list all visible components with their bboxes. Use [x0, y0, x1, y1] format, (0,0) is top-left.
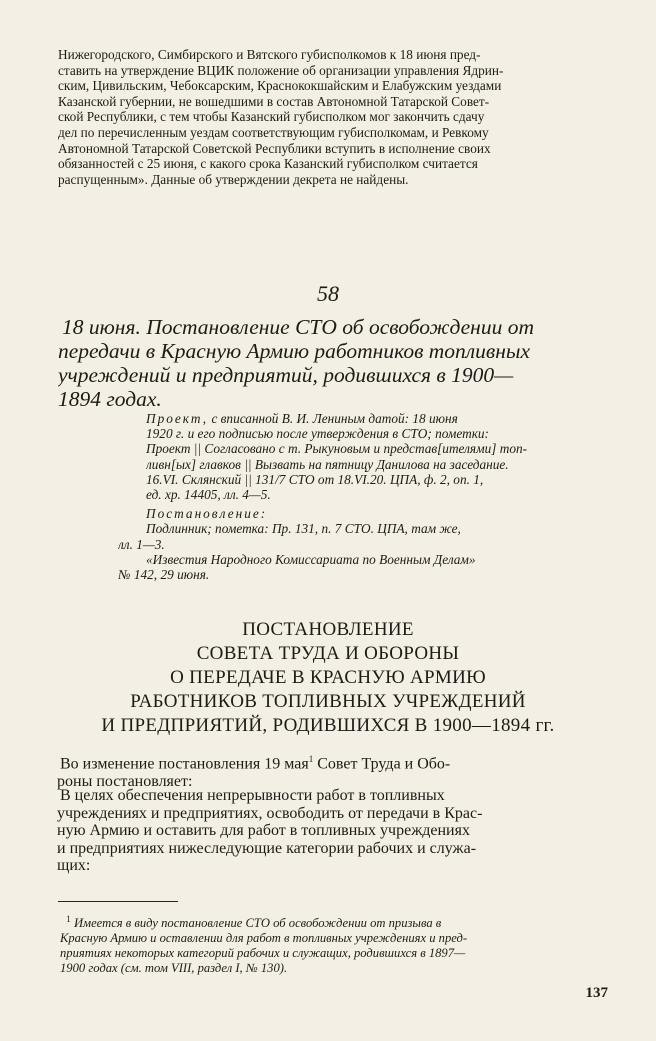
body-paragraph-1 — [57, 751, 610, 790]
footnote-line: Красную Армию и оставлении для работ в топливных учреждениях и пред- — [60, 930, 468, 945]
source-line: «Известия Народного Комиссариата по Военным Делам» — [146, 552, 476, 567]
source-line: ед. хр. 14405, лл. 4—5. — [146, 487, 271, 503]
source-notes — [146, 411, 608, 426]
footnote — [60, 912, 610, 975]
body-text: Во изменение постановления 19 мая — [60, 755, 309, 773]
page-number: 137 — [585, 985, 608, 1001]
body-text: Совет Труда и Обо- — [313, 755, 451, 773]
source-publication-cont — [118, 567, 608, 582]
intro-paragraph — [58, 47, 608, 187]
heading-line: учреждений и предприятий, родившихся в 1900— — [58, 363, 514, 387]
footnote-line — [60, 912, 610, 931]
intro-line: дел по перечисленным уездам соответствующим губисполкомам, и Ревкому — [58, 124, 489, 140]
body-line: В целях обеспечения непрерывности работ в топливных — [60, 787, 445, 804]
body-line: ную Армию и оставить для работ в топливных учреждениях — [57, 822, 470, 839]
source-label-decree: Постановление: — [146, 506, 268, 521]
source-notes-cont — [146, 426, 608, 502]
document-heading — [58, 315, 608, 411]
intro-line: распущенным». Данные об утверждении декрета не найдены. — [58, 171, 409, 187]
intro-line: Казанской губернии, не вошедшими в состав Автономной Татарской Совет- — [58, 93, 490, 109]
heading-line: 18 июня. Постановление СТО об освобождении от — [62, 315, 534, 339]
intro-line: Нижегородского, Симбирского и Вятского губисполкомов к 18 июня пред- — [58, 47, 481, 62]
body-paragraph-2 — [57, 787, 610, 875]
footnote-text: Имеется в виду постановление СТО об освобождении от призыва в — [73, 916, 442, 931]
decree-title — [0, 618, 656, 738]
title-line: РАБОТНИКОВ ТОПЛИВНЫХ УЧРЕЖДЕНИЙ — [130, 691, 526, 712]
source-line: 1920 г. и его подписью после утверждения в СТО; пометки: — [146, 426, 489, 441]
intro-line: ставить на утверждение ВЦИК положение об организации управления Ядрин- — [58, 62, 504, 78]
intro-line: Автономной Татарской Советской Республики вступить в исполнение своих — [58, 140, 491, 156]
body-line: щих: — [57, 857, 91, 874]
footnote-mark: 1 — [66, 914, 71, 924]
intro-line: ской Республики, с тем чтобы Казанский губисполком мог закончить сдачу — [58, 109, 485, 125]
body-line — [60, 751, 610, 773]
source-publication — [146, 552, 608, 567]
body-line: и предприятиях нижеследующие категории рабочих и служа- — [57, 839, 477, 857]
title-line: ПОСТАНОВЛЕНИЕ — [242, 619, 414, 640]
source-decree-cont — [118, 537, 608, 552]
source-line: 16.VI. Склянский || 131/7 СТО от 18.VI.20. ЦПА, ф. 2, оп. 1, — [146, 471, 484, 487]
title-line: И ПРЕДПРИЯТИЙ, РОДИВШИХСЯ В 1900—1894 гг. — [101, 715, 555, 736]
intro-line: обязанностей с 25 июня, с какого срока Казанский губисполком считается — [58, 156, 478, 172]
footnote-line: приятиях некоторых категорий рабочих и служащих, родившихся в 1897— — [60, 945, 466, 960]
body-line: роны постановляет: — [57, 772, 193, 790]
source-line: ливн[ых] главков || Вызвать на пятницу Данилова на заседание. — [146, 456, 509, 472]
document-number: 58 — [317, 281, 339, 306]
heading-line: передачи в Красную Армию работников топливных — [58, 339, 531, 363]
source-line: № 142, 29 июня. — [118, 567, 210, 582]
footnote-ref: 1 — [308, 754, 314, 764]
footnote-divider — [58, 901, 178, 902]
source-line: лл. 1—3. — [118, 537, 165, 552]
footnote-line: 1900 годах (см. том VIII, раздел I, № 130). — [60, 960, 288, 975]
title-line: О ПЕРЕДАЧЕ В КРАСНУЮ АРМИЮ — [170, 667, 486, 688]
source-label-draft: Проект, — [146, 411, 209, 426]
source-line — [146, 411, 608, 426]
intro-line: ским, Цивильским, Чебоксарским, Краснококшайским и Елабужским уездами — [58, 78, 502, 94]
source-line: Проект || Согласовано с т. Рыкуновым и представ[ителями] топ- — [146, 441, 528, 457]
source-decree — [146, 506, 608, 537]
title-line: СОВЕТА ТРУДА И ОБОРОНЫ — [196, 643, 460, 664]
body-line: учреждениях и предприятиях, освободить от передачи в Крас- — [57, 804, 483, 822]
source-line: Подлинник; пометка: Пр. 131, п. 7 СТО. ЦПА, там же, — [146, 521, 461, 537]
heading-line: 1894 годах. — [58, 387, 162, 411]
source-text: с вписанной В. И. Лениным датой: 18 июня — [211, 411, 458, 426]
